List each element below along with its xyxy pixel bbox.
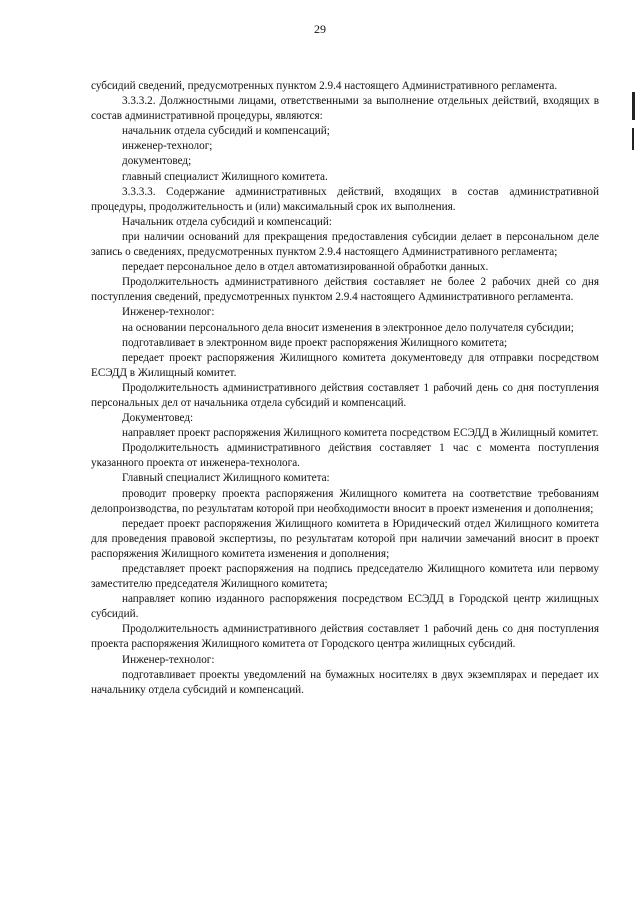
- paragraph: направляет проект распоряжения Жилищного комитета посредством ЕСЭДД в Жилищный комитет.: [122, 427, 599, 440]
- scan-edge-mark-bottom: [632, 128, 634, 150]
- paragraph: Продолжительность административного действия составляет 1 рабочий день со дня поступления персональных дел от начальника отдела субсидий и компенсаций.: [91, 381, 599, 409]
- paragraph: направляет копию изданного распоряжения посредством ЕСЭДД в Городской центр жилищных субсидий.: [91, 593, 599, 621]
- paragraph: 3.3.3.3. Содержание административных действий, входящих в состав административной процедуры, продолжительность и (или) максимальный срок их выполнения.: [91, 185, 599, 213]
- paragraph: передает персональное дело в отдел автоматизированной обработки данных.: [122, 261, 489, 274]
- paragraph: субсидий сведений, предусмотренных пунктом 2.9.4 настоящего Административного регламента.: [91, 80, 558, 92]
- paragraph: Документовед:: [122, 412, 194, 425]
- paragraph: инженер-технолог;: [122, 140, 213, 153]
- document-body: [91, 79, 599, 698]
- paragraph: Инженер-технолог:: [122, 306, 215, 319]
- paragraph: Начальник отдела субсидий и компенсаций:: [122, 215, 332, 228]
- paragraph: 3.3.3.2. Должностными лицами, ответственными за выполнение отдельных действий, входящих в состав административной процедуры, являются:: [91, 95, 599, 123]
- paragraph: документовед;: [122, 155, 192, 168]
- paragraph: Главный специалист Жилищного комитета:: [122, 472, 330, 485]
- paragraph: Инженер-технолог:: [122, 653, 215, 666]
- paragraph: передает проект распоряжения Жилищного комитета документоведу для отправки посредством ЕСЭДД в Жилищный комитет.: [91, 351, 599, 379]
- paragraph: Продолжительность административного действия составляет 1 час с момента поступления указанного проекта от инженера-технолога.: [91, 442, 599, 470]
- page-number: 29: [314, 22, 326, 36]
- paragraph: начальник отдела субсидий и компенсаций;: [122, 125, 330, 138]
- scan-edge-mark-top: [632, 92, 635, 120]
- paragraph: передает проект распоряжения Жилищного комитета в Юридический отдел Жилищного комитета для проведения правовой экспертизы, по результатам которой при наличии замечаний вносит в проект распоряжения Жилищного комитета изменения и дополнения;: [91, 517, 599, 560]
- paragraph: на основании персонального дела вносит изменения в электронное дело получателя субсидии;: [122, 321, 574, 334]
- paragraph: Продолжительность административного действия составляет не более 2 рабочих дней со дня поступления сведений, предусмотренных пунктом 2.9.4 настоящего Административного регламента.: [91, 276, 599, 304]
- paragraph: Продолжительность административного действия составляет 1 рабочий день со дня поступления проекта распоряжения Жилищного комитета от Городского центра жилищных субсидий.: [91, 623, 599, 651]
- paragraph: подготавливает проекты уведомлений на бумажных носителях в двух экземплярах и передает их начальнику отдела субсидий и компенсаций.: [91, 668, 599, 696]
- paragraph: главный специалист Жилищного комитета.: [122, 170, 328, 183]
- paragraph: подготавливает в электронном виде проект распоряжения Жилищного комитета;: [122, 336, 508, 349]
- paragraph: при наличии оснований для прекращения предоставления субсидии делает в персональном деле запись о сведениях, предусмотренных пунктом 2.9.4 настоящего Административного регламента;: [91, 230, 599, 259]
- paragraph: проводит проверку проекта распоряжения Жилищного комитета на соответствие требованиям делопроизводства, по результатам которой при необходимости вносит в проект изменения и дополнения;: [91, 487, 599, 515]
- paragraph: представляет проект распоряжения на подпись председателю Жилищного комитета или первому заместителю председателя Жилищного комитета;: [91, 563, 599, 591]
